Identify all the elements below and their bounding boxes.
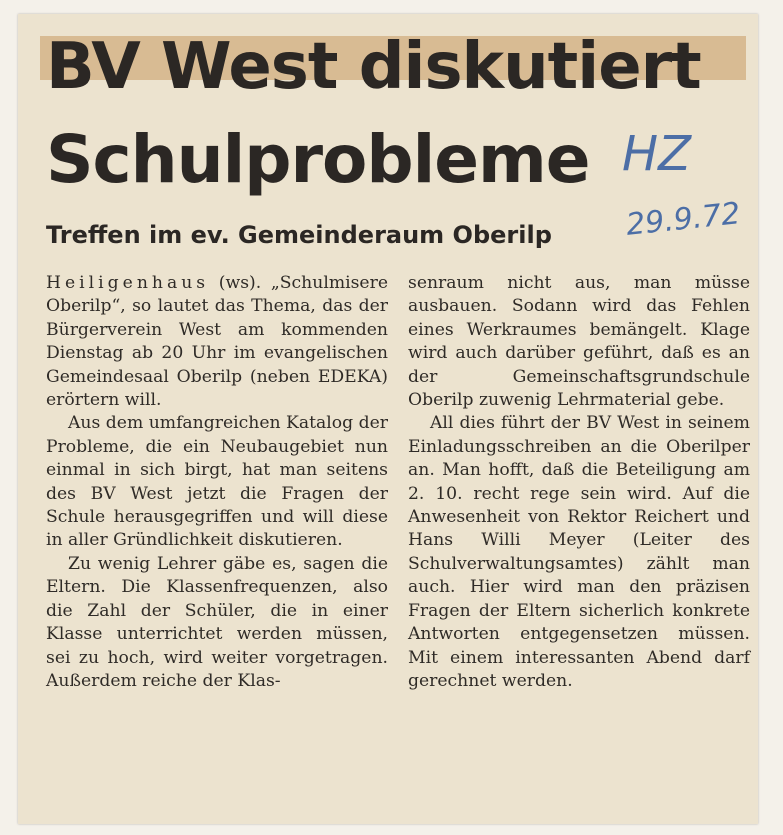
newspaper-clipping	[18, 14, 758, 824]
paragraph-1	[46, 272, 388, 412]
handwritten-date: 29.9.72	[624, 196, 742, 243]
article-column-right	[408, 272, 750, 693]
paragraph-5: All dies führt der BV West in seinem Einladungsschreiben an die Oberilper an. Man hofft, daß die Beteiligung am 2. 10. recht rege sein wird. Auf die Anwesenheit von Rektor Reichert und Hans Willi Meyer (Leiter des Schulverwaltungsamtes) zählt man auch. Hier wird man den präzisen Fragen der Eltern sicherlich konkrete Antworten entgegensetzen müssen. Mit einem interessanten Abend darf gerechnet werden.	[408, 413, 750, 691]
handwritten-initials: HZ	[622, 126, 691, 182]
paragraph-2: Aus dem umfangreichen Katalog der Probleme, die ein Neubaugebiet nun einmal in sich birgt, hat man seitens des BV West jetzt die Fragen der Schule herausgegriffen und will diese in aller Gründlichkeit diskutieren.	[46, 413, 388, 551]
paragraph-1-text: (ws). „Schulmisere Oberilp“, so lautet das Thema, das der Bürgerverein West am kommenden Dienstag ab 20 Uhr im evangelischen Gemeindesaal Oberilp (neben EDEKA) erörtern will.	[46, 273, 388, 411]
paragraph-4: senraum nicht aus, man müsse ausbauen. Sodann wird das Fehlen eines Werkraumes bemängelt. Klage wird auch darüber geführt, daß es an der Gemeinschaftsgrundschule Oberilp zuwenig Lehrmaterial gebe.	[408, 273, 750, 411]
headline-line-1: BV West diskutiert	[46, 30, 701, 104]
headline-line-2: Schulprobleme	[46, 121, 590, 198]
paragraph-3: Zu wenig Lehrer gäbe es, sagen die Eltern. Die Klassenfrequenzen, also die Zahl der Schüler, die in einer Klasse unterrichtet werden müssen, sei zu hoch, wird weiter vorgetragen. Außerdem reiche der Klas-	[46, 553, 388, 691]
subheadline: Treffen im ev. Gemeinderaum Oberilp	[46, 221, 552, 249]
article-column-left	[46, 272, 388, 693]
dateline: Heiligenhaus	[46, 273, 210, 293]
